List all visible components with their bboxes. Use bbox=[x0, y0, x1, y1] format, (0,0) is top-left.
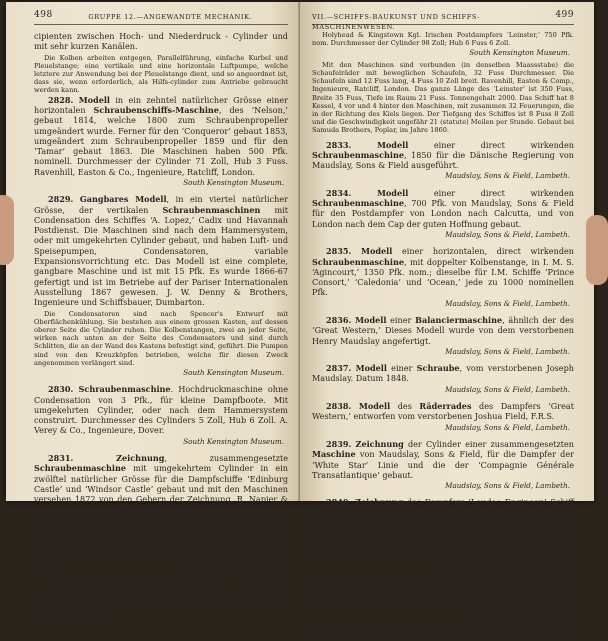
entry-text bbox=[312, 497, 574, 559]
catalog-entry bbox=[312, 401, 574, 433]
catalog-entry bbox=[34, 583, 288, 614]
entry-keyword: Maschine bbox=[312, 449, 356, 460]
entry-text-segment: des Dampfers ‘Great Western,’ entworfen vom verstorbenen Joshua Field, F.R.S. bbox=[312, 401, 574, 422]
entry-number: 2835. bbox=[326, 246, 352, 257]
entry-source: Maudslay, Sons & Field, Lambeth. bbox=[445, 422, 570, 432]
entry-source: South Kensington Museum. bbox=[183, 567, 284, 577]
entry-keyword: Schraubenmaschine bbox=[312, 149, 405, 160]
entry-text-segment: , mit doppelter Kolbenstange, in I. M. S. ‘Agincourt,’ 1350 Pfk. nom.; dieselbe für I.M. Schiffe ‘Prince Consort,’ ‘Caledonia’ und ‘Ocean,’ jede zu 1000 nominellen Pfk. bbox=[312, 256, 574, 298]
entry-keyword: Zeichnung bbox=[355, 438, 404, 449]
entry-number: 2829. bbox=[48, 194, 74, 205]
entry-number: 2840. bbox=[326, 497, 352, 508]
catalog-entry bbox=[34, 95, 288, 189]
right-page bbox=[300, 2, 594, 641]
entry-source: Maudslay, Sons & Field, Lambeth. bbox=[445, 384, 570, 394]
entry-keyword: Modell bbox=[355, 363, 387, 374]
entry-keyword: Modell bbox=[355, 314, 387, 325]
entry-text-segment: , 700 Pfk. von Maudslay, Sons & Field für den Postdampfer von London nach Calcutta, und von London nach dem Cap der guten Hoffnung gebaut. bbox=[312, 198, 574, 229]
entry-source: Maudslay, Sons & Field, Lambeth. bbox=[445, 481, 570, 491]
entry-source: Maudslay, Sons & Field, Lambeth. bbox=[445, 229, 570, 239]
entry-text bbox=[312, 363, 574, 384]
left-thumb bbox=[0, 195, 14, 265]
top-text-line: Holyhead & Kingstown Kgl. Irischen Postdampfers ‘Leinster,’ 750 Pfk. nom. Durchmesser der Cylinder 98 Zoll; Hub 6 Fuss 6 Zoll. bbox=[312, 31, 574, 48]
entry-text-segment: , zusammengesetzte bbox=[164, 453, 288, 464]
entry-text-segment: einer horizontalen, direct wirkenden bbox=[392, 246, 574, 257]
entry-number: 2839. bbox=[326, 438, 352, 449]
entry-source: Maudslay, Sons & Field, Lambeth. bbox=[445, 171, 570, 181]
entry-keyword: Modell bbox=[78, 94, 111, 105]
entry-keyword: Modell bbox=[376, 187, 409, 198]
entry-source: South Kensington Museum. bbox=[469, 608, 570, 618]
entry-text bbox=[312, 401, 574, 422]
entry-keyword: Balanciermaschine bbox=[415, 314, 503, 325]
entry-number: 2841. bbox=[326, 576, 352, 587]
entry-text-segment: einer bbox=[386, 363, 417, 374]
right-entries bbox=[312, 140, 574, 619]
catalog-entry bbox=[34, 384, 288, 447]
entry-keyword: Schraube bbox=[416, 363, 460, 374]
entry-text-segment: des Dampfers ‘Loudoo Engineer,’ Schiff von 70 Pfk. mit Centralrad und luftdichtem Radkasten. Derselbe sollte 1818 nach Margate fahren. Indessen gelang der Versuch nicht in Folge der Schwierigkeit eine genügende Luftmenge dem Radkasten zuzuführen um den Wasserspiegel unter zu halten. bbox=[312, 497, 574, 559]
entry-keyword: Schraubenmaschine bbox=[312, 198, 405, 209]
entry-source: Maudslay, Sons & Field, Lambeth. bbox=[445, 298, 570, 308]
entry-source: Maudslay, Sons & Field, Lambeth. bbox=[445, 560, 570, 570]
entry-text-segment: von Maudslay, Sons & Field, für die Dampfer der ‘White Star’ Linie und die der ‘Compagnie Générale Transatlantique’ gebaut. bbox=[312, 449, 574, 480]
entry-keyword: Gangbares Modell bbox=[79, 194, 167, 205]
entry-text bbox=[34, 453, 288, 515]
page-number: 499 bbox=[555, 10, 574, 20]
right-thumb bbox=[586, 215, 608, 285]
entry-keyword: Schraubenschiffs-Maschine bbox=[93, 104, 219, 115]
entry-text-segment: mit umgekehrtem Cylinder in ein zwölftel natürlicher Grösse für die Dampfschiffe ‘Edinburg Castle’ und ‘Windsor Castle’ gebaut und mit den Maschinen versehen 1872 von den Gebern der Zeichnung, R. Napier & Sons, Ingenieure, Glasgow. bbox=[34, 463, 288, 515]
entry-text bbox=[34, 194, 288, 307]
entry-keyword: Zeichnung bbox=[355, 497, 404, 508]
left-entries bbox=[34, 95, 288, 615]
entry-note: Die Maschinen haben 250 Pfk. nominell, Oberflächen-Condensatoren, Luft- und Speise-Pumpen, Umsteuerung etc. Durchmesser des Hochdruck-Cylinders 44 Zoll. Durchmesser des Niederdruck-Cylinders 18 Zoll. Hub 3 Fuss 6 Zoll. Der Dampfschiffe gehören zur Postlinie der Herren Donald Currie & Comp. und gehen zwischen London und dem Cap der guten Hoffnung. bbox=[34, 516, 288, 566]
right-top-text bbox=[312, 31, 574, 47]
entry-note: Mit den Maschinen sind verbunden (in denselben Maassstabe) die Schaufelräder mit beweglichen Schaufeln, 32 Fuss Durchmesser. Die Schaufeln sind 12 Fuss lang, 4 Fuss 10 Zoll breit. Ravenhill, Easton & Comp., Ingenieure, Ratcliff, London. Das ganze Länge des ‘Leinster’ ist 350 Fuss, Breite 35 Fuss, Tiefe im Raum 21 Fuss. Tonnengehalt 2000. Das Schiff hat 8 Kessel, 4 vor und 4 hinter den Maschinen, mit zusammen 32 Feuerungen, die in der Richtung des Kiels liegen. Der Tiefgang des Schiffes ist 8 Fuss 8 Zoll und die Geschwindigkeit ungefähr 21 (statute) Meilen per Stunde. Gebaut bei Samuda Brothers, Poplar, im Jahre 1860. bbox=[312, 60, 574, 135]
left-page bbox=[6, 2, 300, 614]
catalog-entry bbox=[312, 140, 574, 182]
catalog-entry bbox=[312, 246, 574, 309]
entry-source: South Kensington Museum. bbox=[469, 48, 570, 58]
entry-keyword: Modell bbox=[358, 401, 391, 412]
entry-keyword: Schraubenmaschine bbox=[78, 384, 171, 395]
entry-keyword: Räderrades bbox=[419, 401, 472, 412]
entry-keyword: Modell bbox=[361, 246, 393, 257]
left-page-content bbox=[34, 10, 288, 620]
entry-number: 2831. bbox=[48, 453, 74, 464]
entry-keyword: Räderdampfmaschine bbox=[34, 593, 134, 604]
entry-keyword: Zeichnung bbox=[116, 453, 165, 464]
entry-text-segment: der Cylinder einer zusammengesetzten bbox=[403, 438, 575, 449]
entry-keyword: Modell bbox=[376, 139, 409, 150]
entry-source: South Kensington Museum. bbox=[183, 436, 284, 446]
entry-text-segment: . Hochdruckmaschine ohne Condensation von 3 Pfk., für kleine Dampfboote. Mit umgekehrten Cylinder, oder nach dem Hammersystem construirt. Durchmesser des Cylinders 5 Zoll, Hub 6 Zoll. A. Verey & Co., Ingenieure, Dover. bbox=[34, 384, 288, 436]
entry-text-segment: , mit oscillirenden Cylindern und Condensation des bbox=[34, 593, 288, 614]
entry-text-segment: , in ein viertel natürlicher Grösse, der vertikalen bbox=[34, 194, 288, 215]
entry-keyword: Modell bbox=[80, 583, 112, 594]
entry-number: 2837. bbox=[326, 363, 352, 374]
book-spread bbox=[6, 2, 594, 641]
entry-text-segment: , des ‘Nelson,’ gebaut 1814, welche 1800 zum Schraubenpropeller umgeändert wurde. Ferner für den ‘Conqueror’ gebaut 1853, umgeändert zum Schraubenpropeller 1859 und für den ‘Tamar’ gebaut 1863. Die Maschinen haben 500 Pfk. nominell. Durchmesser der Cylinder 71 Zoll, Hub 3 Fuss. Ravenhill, Easton & Co., Ingenieure, Ratcliff, London. bbox=[34, 104, 289, 177]
entry-text-segment: einer direct wirkenden bbox=[408, 139, 574, 150]
entry-note: Die Condensatoren sind nach Spencer's Entwurf mit Oberflächenkühlung. Sie bestehen aus einem grossen Kasten, auf dessen oberer Seite die Cylinder ruhen. Die Kolbenstangen, zwei an jeder Seite, wirken nach unten an der Seite des Condensators und sind durch Schlitten, die an der Wand des Kastens befestigt sind, geführt. Die Pumpen sind von den Kreuzköpfen betrieben, welche für diesen Zweck angenommen verlängert sind. bbox=[34, 309, 288, 367]
entry-number: 2833. bbox=[326, 139, 352, 150]
entry-text-segment: , ähnlich der des ‘Great Western,’ Dieses Modell wurde von dem verstorbenen Henry Maudslay angefertigt. bbox=[312, 314, 574, 346]
entry-source: South Kensington Museum. bbox=[183, 367, 284, 377]
entry-text bbox=[34, 583, 288, 614]
entry-text-segment: des bbox=[390, 401, 420, 412]
page-number: 498 bbox=[34, 10, 53, 20]
entry-text-segment: in ein zehntel natürlicher Grösse einer horizontalen bbox=[34, 94, 288, 115]
entry-text-segment: mit Condensation des Schiffes ‘A. Lopez,’ Cadix und Havannah Postdienst. Die Maschinen sind nach dem Hammersystem, oder mit umgekehrten Cylinder gebaut, und haben Luft- und Speisepumpen, Condensatoren, variable Expansionsvorrichtung etc. Das Modell ist eine complete, gangbare Maschine und ist mit 15 Pfk. Es wurde 1866-67 gefertigt und ist im Betriebe auf der Pariser Internationalen Ausstellung 1867 gewesen. J. W. Denny & Brothers, Ingenieure und Schiffsbauer, Dumbarton. bbox=[34, 204, 288, 308]
entry-number: 2838. bbox=[326, 401, 352, 412]
left-top-text bbox=[34, 31, 288, 95]
entry-text-segment: einer direct wirkenden bbox=[408, 187, 574, 198]
entry-keyword: Modell bbox=[357, 576, 389, 587]
entry-text-segment: einer bbox=[386, 314, 416, 325]
top-text-line: cipienten zwischen Hoch- und Niederdruck - Cylinder und mit sehr kurzen Kanälen. bbox=[34, 31, 288, 52]
catalog-entry bbox=[312, 577, 574, 619]
entry-keyword: Schraubenmaschinen bbox=[162, 204, 261, 215]
entry-number: 2832. bbox=[48, 583, 74, 594]
catalog-entry bbox=[312, 315, 574, 357]
catalog-entry bbox=[312, 188, 574, 240]
entry-number: 2834. bbox=[326, 187, 352, 198]
entry-source: South Kensington Museum. bbox=[183, 177, 284, 187]
entry-keyword: Schraubenmaschine bbox=[34, 463, 127, 474]
entry-text bbox=[312, 246, 574, 297]
entry-keyword: Schraubenmaschine bbox=[312, 256, 405, 267]
entry-text bbox=[312, 315, 574, 346]
catalog-entry bbox=[34, 453, 288, 577]
entry-text-segment: in ein achtel natürlicher Grösse der bbox=[111, 583, 288, 594]
entry-text bbox=[312, 577, 574, 608]
entry-number: 2830. bbox=[48, 384, 74, 395]
catalog-entry bbox=[312, 439, 574, 491]
top-text-line: Die Kolben arbeiten entgegen, Parallelführung, einfache Kurbel und Pleuelstange; eine vertikale und eine horizontale Luftpumpe, welche letztere zur Anwendung bei der Pleuelstange dient, und so angeordnet ist, dass sie, wenn erforderlich, als Hilfs-cylinder zum Antriebe gebraucht werden kann. bbox=[34, 53, 288, 95]
entry-text-segment: , vom verstorbenen Joseph Maudslay. Datum 1848. bbox=[312, 363, 574, 384]
catalog-entry bbox=[34, 194, 288, 378]
entry-source: Maudslay, Sons & Field, Lambeth. bbox=[445, 346, 570, 356]
entry-number: 2828. bbox=[48, 94, 74, 105]
right-page-content bbox=[312, 10, 574, 641]
entry-text-segment: der Maschine des Räderdampfes ‘Helen McGregor’ von Liverpool. Entworfen 1843 von G. Forrester & Co., Ingenieure, G. Forrester & Co., Liverpool. bbox=[312, 576, 574, 608]
entry-number: 2836. bbox=[326, 314, 352, 325]
catalog-entry bbox=[312, 363, 574, 395]
entry-text bbox=[34, 95, 288, 177]
entry-text bbox=[312, 439, 574, 480]
right-page-header bbox=[312, 10, 574, 32]
entry-text bbox=[34, 384, 288, 435]
entry-note: Diese Maschine hat zwei Cylinder, die an eine Kurbel angreifen, mit grossem Hub. bbox=[312, 624, 574, 641]
catalog-entry bbox=[312, 497, 574, 570]
entry-text-segment: , 1850 für die Dänische Regierung von Maudslay, Sons & Field ausgeführt. bbox=[312, 149, 574, 171]
left-page-header bbox=[34, 10, 288, 25]
entry-text bbox=[312, 188, 574, 229]
entry-text bbox=[312, 140, 574, 171]
running-head: GRUPPE 12.—ANGEWANDTE MECHANIK. bbox=[88, 13, 253, 21]
running-head: VII.—SCHIFFS-BAUKUNST UND SCHIFFS-MASCHINENWESEN. bbox=[312, 13, 481, 32]
